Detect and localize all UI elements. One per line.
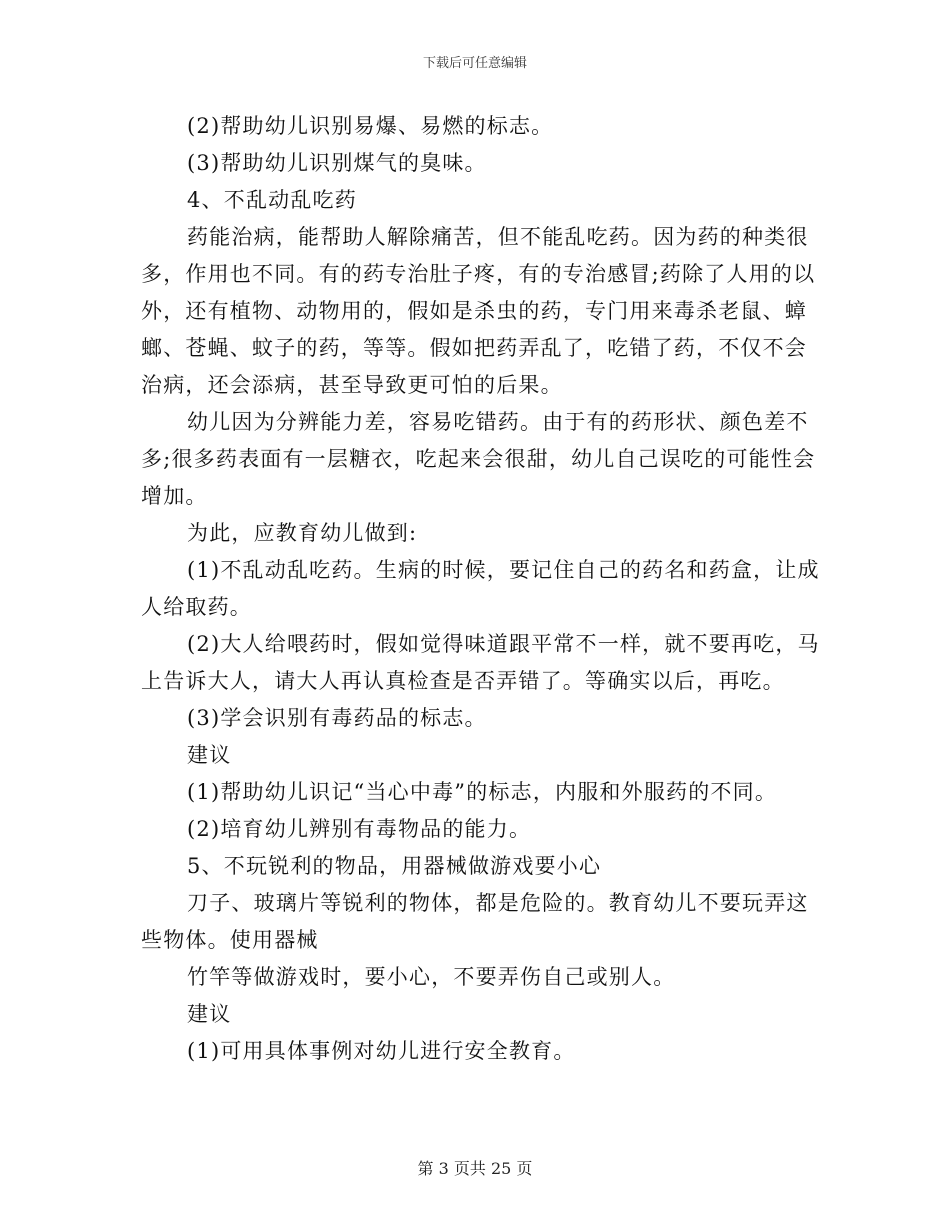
text-line: 外，还有植物、动物用的，假如是杀虫的药，专门用来毒杀老鼠、蟑: [141, 299, 807, 323]
text-line: 螂、苍蝇、蚊子的药，等等。假如把药弄乱了，吃错了药，不仅不会: [141, 336, 807, 360]
text-line: 人给取药。: [141, 595, 252, 619]
text-line: 上告诉大人，请大人再认真检查是否弄错了。等确实以后，再吃。: [141, 669, 785, 693]
text-line: 建议: [187, 743, 232, 767]
document-body: [141, 108, 820, 1070]
text-line: (2)培育幼儿辨别有毒物品的能力。: [187, 817, 532, 841]
text-line: 幼儿因为分辨能力差，容易吃错药。由于有的药形状、颜色差不: [187, 410, 809, 434]
text-line: (3)帮助幼儿识别煤气的臭味。: [187, 151, 487, 175]
text-line: 4、不乱动乱吃药: [187, 188, 357, 212]
text-line: 些物体。使用器械: [141, 928, 319, 952]
text-line: 治病，还会添病，甚至导致更可怕的后果。: [141, 373, 563, 397]
text-line: 竹竿等做游戏时，要小心，不要弄伤自己或别人。: [187, 965, 676, 989]
text-line: 药能治病，能帮助人解除痛苦，但不能乱吃药。因为药的种类很: [187, 225, 809, 249]
text-line: (3)学会识别有毒药品的标志。: [187, 706, 487, 730]
page-header: 下载后可任意编辑: [422, 56, 527, 71]
text-line: (1)可用具体事例对幼儿进行安全教育。: [187, 1039, 576, 1063]
text-line: 为此，应教育幼儿做到:: [187, 521, 418, 545]
text-line: 5、不玩锐利的物品，用器械做游戏要小心: [187, 854, 602, 878]
text-line: (2)大人给喂药时，假如觉得味道跟平常不一样，就不要再吃，马: [187, 632, 820, 656]
text-line: 建议: [187, 1002, 232, 1026]
text-line: 增加。: [141, 484, 208, 508]
text-line: 刀子、玻璃片等锐利的物体，都是危险的。教育幼儿不要玩弄这: [187, 891, 809, 915]
text-line: 多;很多药表面有一层糖衣，吃起来会很甜，幼儿自己误吃的可能性会: [141, 447, 816, 471]
text-line: (2)帮助幼儿识别易爆、易燃的标志。: [187, 114, 554, 138]
text-line: (1)不乱动乱吃药。生病的时候，要记住自己的药名和药盒，让成: [187, 558, 820, 582]
page-footer: 第 3 页共 25 页: [417, 1159, 533, 1178]
text-line: (1)帮助幼儿识记“当心中毒”的标志，内服和外服药的不同。: [187, 780, 778, 804]
text-line: 多，作用也不同。有的药专治肚子疼，有的专治感冒;药除了人用的以: [141, 262, 816, 286]
